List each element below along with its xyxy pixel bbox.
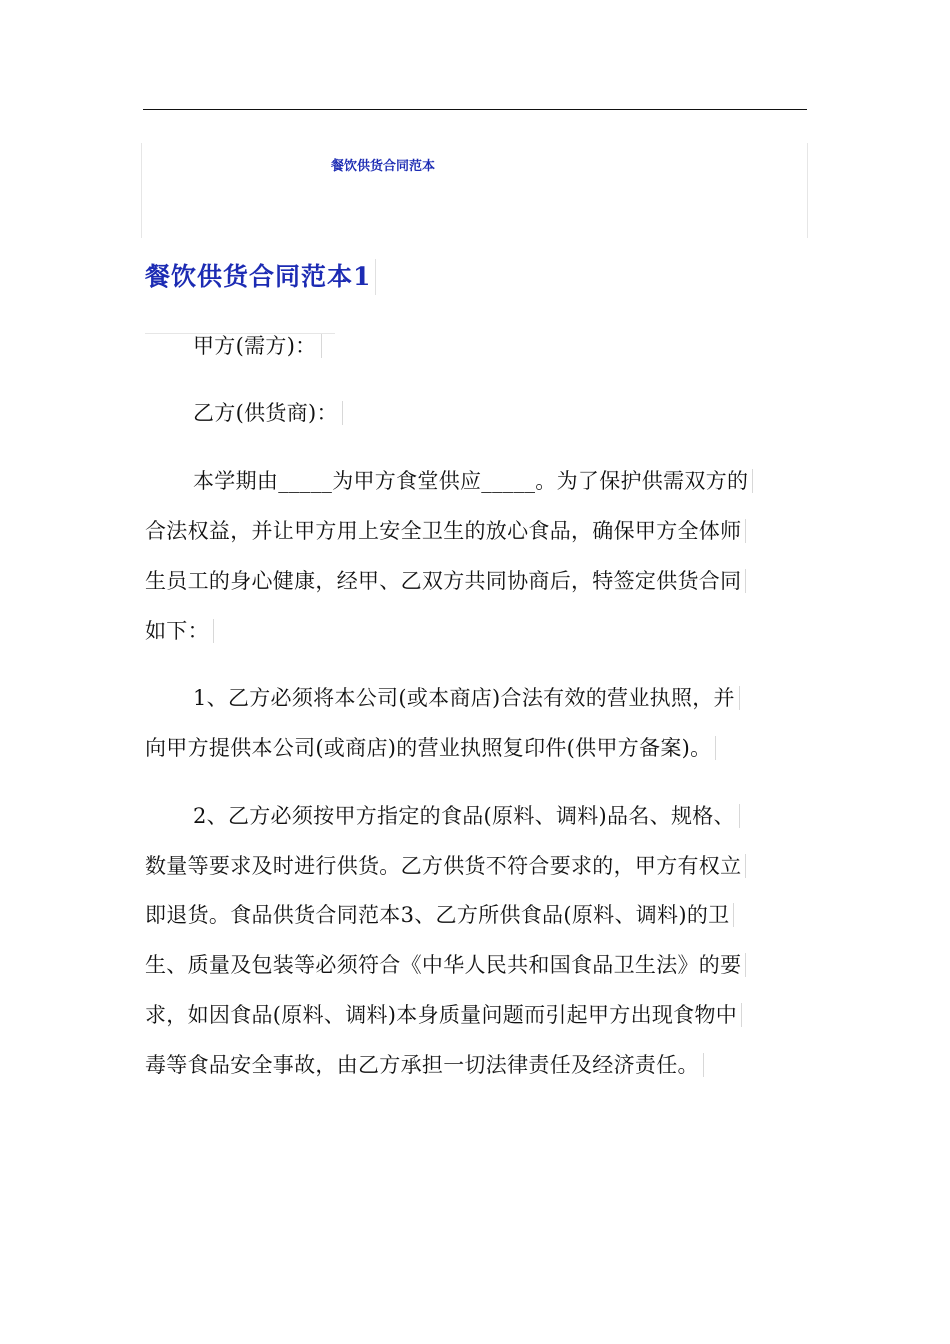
clause-2-line-6: 毒等食品安全事故，由乙方承担一切法律责任及经济责任。: [145, 1053, 704, 1077]
paragraph-line: [145, 616, 214, 646]
paragraph-line: [145, 1000, 742, 1030]
party-a-text: 甲方(需方)：: [193, 334, 322, 358]
page-header: [141, 143, 808, 238]
document-title: 餐饮供货合同范本1: [145, 259, 376, 295]
clause-2-line-2: 数量等要求及时进行供货。乙方供货不符合要求的，甲方有权立: [145, 854, 746, 878]
intro-line-4: 如下：: [145, 619, 214, 643]
party-b-line: [193, 398, 343, 428]
paragraph-line: [193, 683, 740, 713]
paragraph-line: [145, 566, 746, 596]
paragraph-line: [145, 950, 746, 980]
paragraph-line: [145, 1050, 704, 1080]
party-a-line: [193, 331, 322, 361]
paragraph-line: [145, 516, 746, 546]
paragraph-line: [193, 466, 753, 496]
paragraph-line: [145, 733, 716, 763]
paragraph-line: [193, 801, 740, 831]
intro-line-3: 生员工的身心健康，经甲、乙双方共同协商后，特签定供货合同: [145, 569, 746, 593]
header-rule: [143, 109, 807, 110]
running-title: 餐饮供货合同范本: [331, 159, 436, 174]
clause-2-line-4: 生、质量及包装等必须符合《中华人民共和国食品卫生法》的要: [145, 953, 746, 977]
paragraph-line: [145, 851, 746, 881]
party-b-text: 乙方(供货商)：: [193, 401, 343, 425]
clause-1-line-2: 向甲方提供本公司(或商店)的营业执照复印件(供甲方备案)。: [145, 736, 716, 760]
clause-2-line-1: 2、乙方必须按甲方指定的食品(原料、调料)品名、规格、: [193, 804, 740, 828]
clause-1-line-1: 1、乙方必须将本公司(或本商店)合法有效的营业执照，并: [193, 686, 740, 710]
clause-2-line-5: 求，如因食品(原料、调料)本身质量问题而引起甲方出现食物中: [145, 1003, 742, 1027]
intro-line-1: 本学期由_____为甲方食堂供应_____。为了保护供需双方的: [193, 469, 753, 493]
paragraph-line: [145, 900, 734, 930]
clause-2-line-3: 即退货。食品供货合同范本3、乙方所供食品(原料、调料)的卫: [145, 903, 734, 927]
intro-line-2: 合法权益，并让甲方用上安全卫生的放心食品，确保甲方全体师: [145, 519, 746, 543]
